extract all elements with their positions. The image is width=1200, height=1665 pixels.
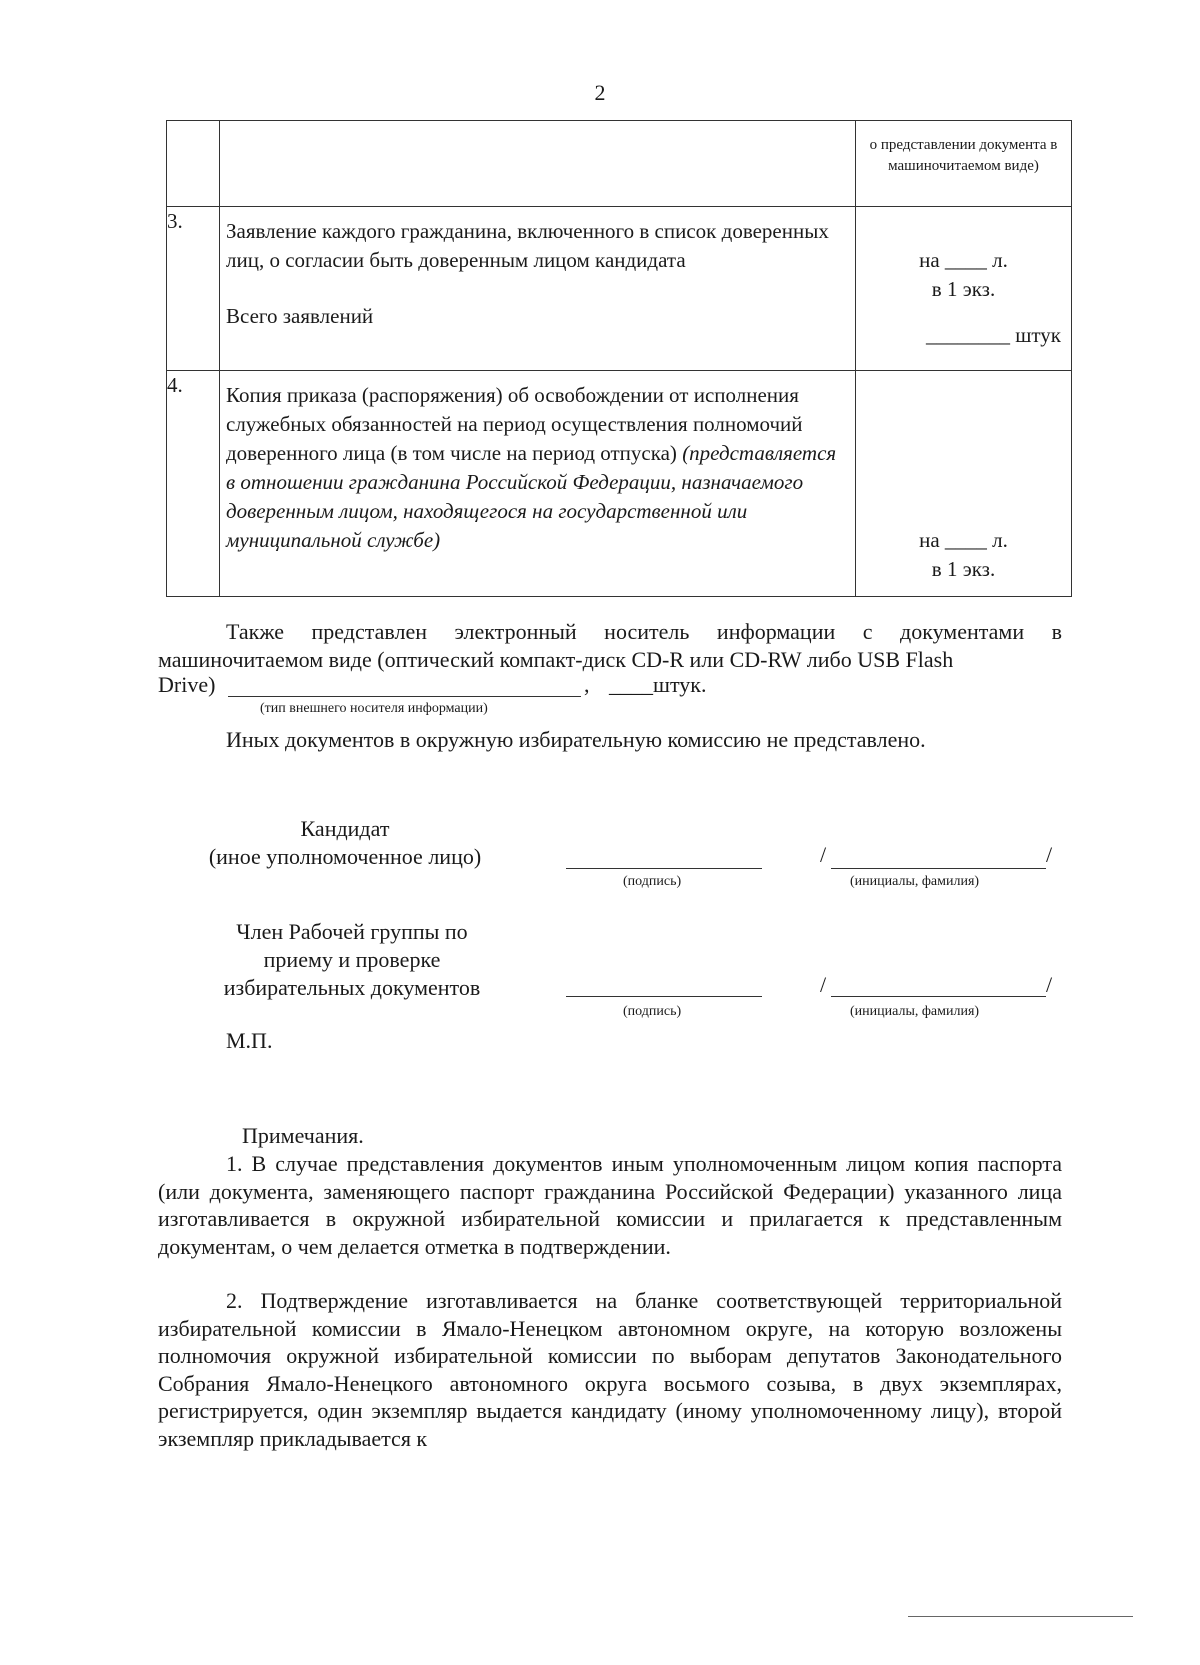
notes-title: Примечания.	[242, 1123, 364, 1148]
page-number: 2	[594, 80, 606, 105]
signature-caption: (подпись)	[623, 1004, 682, 1019]
table-cell	[167, 121, 220, 207]
candidate-signature-line	[566, 868, 762, 869]
table-cell	[220, 121, 856, 207]
documents-table	[166, 120, 1072, 597]
media-paragraph: Также представлен электронный носитель информации с документами в машиночитаемом виде (оптический компакт-диск CD-R или CD-RW либо USB Flash	[158, 619, 1062, 672]
total-label: Всего заявлений	[226, 304, 374, 328]
media-caption: (тип внешнего носителя информации)	[260, 701, 488, 716]
name-caption: (инициалы, фамилия)	[850, 874, 980, 889]
media-type-line	[228, 696, 581, 697]
name-caption: (инициалы, фамилия)	[850, 1004, 980, 1019]
table-row	[167, 371, 1072, 597]
row-text: Копия приказа (распоряжения) об освобождении от исполнения служебных обязанностей на период осуществления полномочий доверенного лица (в том числе на период отпуска) (представляется в отношении гражданина Российской Федерации, назначаемого доверенным лицом, находящегося на государственной или муниципальной службе)	[226, 383, 837, 552]
footnote-separator	[908, 1616, 1133, 1617]
qty-copies: в 1 экз.	[931, 557, 996, 581]
no-other-docs: Иных документов в окружную избирательную комиссию не представлено.	[226, 727, 926, 752]
member-name-line	[831, 996, 1046, 997]
qty-copies: в 1 экз.	[931, 277, 996, 301]
qty-pages: на ____ л.	[919, 248, 1008, 272]
table-row	[167, 121, 1072, 207]
row-number: 3.	[167, 209, 183, 233]
note-1: 1. В случае представления документов иным уполномоченным лицом копия паспорта (или документа, заменяющего паспорт гражданина Российской Федерации) указанного лица изготавливается в окружной избирательной комиссии и прилагается к представленным документам, о чем делается отметка в подтверждении.	[158, 1151, 1062, 1259]
qty-pages: на ____ л.	[919, 528, 1008, 552]
note-2: 2. Подтверждение изготавливается на бланке соответствующей территориальной избирательной комиссии в Ямало-Ненецком автономном округе, на которую возложены полномочия окружной избирательной комиссии по выборам депутатов Законодательного Собрания Ямало-Ненецкого автономного округа восьмого созыва, в двух экземплярах, регистрируется, один экземпляр выдается кандидату (иному уполномоченному лицу), второй экземпляр прикладывается к	[158, 1288, 1062, 1451]
media-count: ____штук.	[609, 672, 707, 697]
drive-word: Drive)	[158, 672, 216, 697]
table-row	[167, 207, 1072, 371]
table-cell	[856, 121, 1072, 207]
row-number: 4.	[167, 373, 183, 397]
candidate-name-line	[831, 868, 1046, 869]
qty-total: ________ штук	[925, 323, 1061, 347]
row-text: Заявление каждого гражданина, включенного в список доверенных лиц, о согласии быть доверенным лицом кандидата	[226, 219, 829, 272]
candidate-label: Кандидат (иное уполномоченное лицо)	[208, 816, 482, 869]
member-label: Член Рабочей группы по приему и проверке избирательных документов	[223, 919, 481, 1000]
stamp-label: М.П.	[226, 1028, 273, 1053]
signature-caption: (подпись)	[623, 874, 682, 889]
header-note: о представлении документа в машиночитаемом виде)	[869, 137, 1058, 174]
row-text-italic: (представляется в отношении гражданина Российской Федерации, назначаемого доверенным лицом, находящегося на государственной или муниципальной службе)	[226, 441, 837, 552]
member-signature-line	[566, 996, 762, 997]
